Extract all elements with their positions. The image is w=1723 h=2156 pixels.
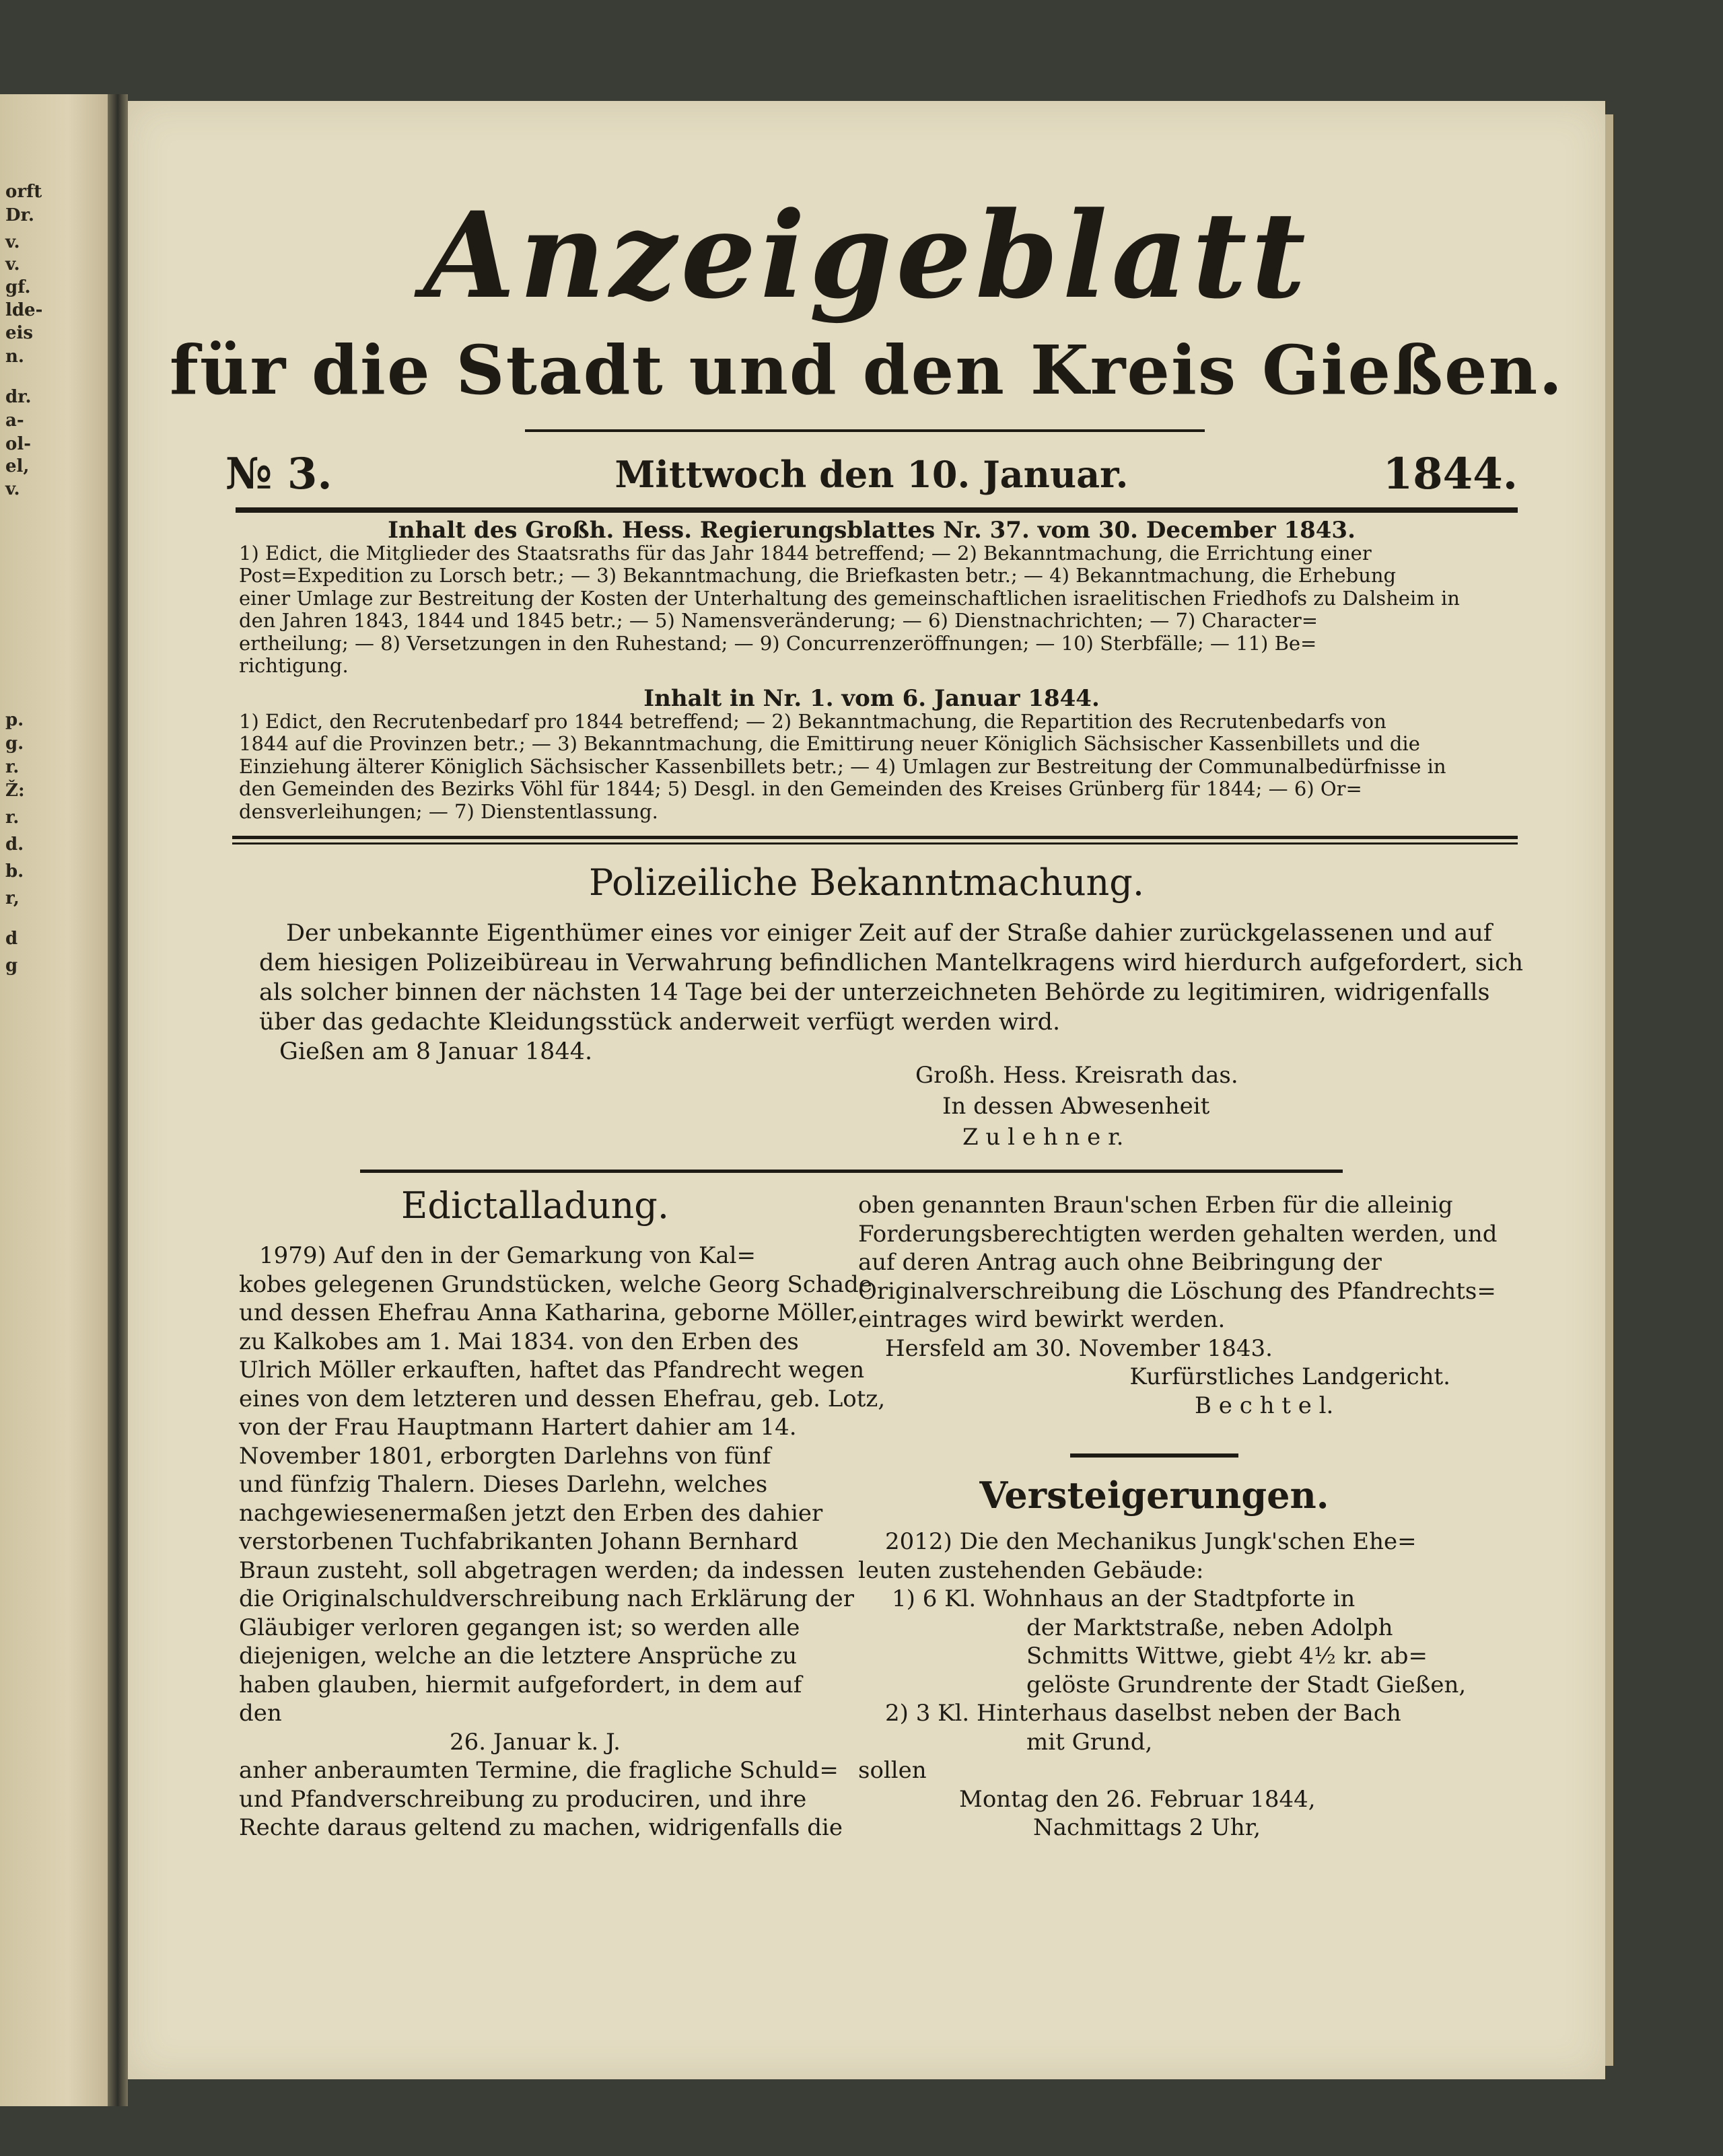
toc-line: den Gemeinden des Bezirks Vöhl für 1844; 5) Desgl. in den Gemeinden des Kreises Grünberg für 1844; — 6) Or= bbox=[239, 777, 1362, 800]
masthead-title: Anzeigeblatt bbox=[423, 186, 1310, 325]
left-page-fragment: gf. bbox=[5, 277, 31, 297]
left-page-fragment: g bbox=[5, 956, 18, 976]
police-line: als solcher binnen der nächsten 14 Tage bei der unterzeichneten Behörde zu legitimiren, widrigenfalls bbox=[259, 979, 1490, 1006]
left-page-fragment: eis bbox=[5, 323, 34, 343]
toc-body-1 bbox=[239, 542, 1504, 678]
issue-year: 1844. bbox=[1382, 449, 1518, 499]
edict-line: eines von dem letzteren und dessen Ehefrau, geb. Lotz, bbox=[239, 1385, 886, 1412]
issue-date: Mittwoch den 10. Januar. bbox=[614, 453, 1129, 496]
toc-heading-2: Inhalt in Nr. 1. vom 6. Januar 1844. bbox=[643, 685, 1100, 712]
signature-line: Großh. Hess. Kreisrath das. bbox=[915, 1062, 1238, 1089]
left-page-fragment: v. bbox=[5, 254, 20, 275]
toc-heading-1: Inhalt des Großh. Hess. Regierungsblattes Nr. 37. vom 30. December 1843. bbox=[388, 517, 1356, 544]
edict-line: Braun zusteht, soll abgetragen werden; da indessen bbox=[239, 1556, 845, 1584]
page-edge bbox=[1605, 114, 1613, 2066]
auction-title: Versteigerungen. bbox=[979, 1474, 1329, 1517]
left-page-fragment: ol- bbox=[5, 434, 32, 454]
toc-line: ertheilung; — 8) Versetzungen in den Ruhestand; — 9) Concurrenzeröffnungen; — 10) Sterbfälle; — 11) Be= bbox=[239, 631, 1317, 655]
police-signature bbox=[915, 1060, 1386, 1153]
auction-time: Nachmittags 2 Uhr, bbox=[1033, 1814, 1261, 1841]
toc-rule-a bbox=[232, 836, 1518, 839]
toc-block-2 bbox=[239, 685, 1504, 823]
issue-number: № 3. bbox=[225, 449, 332, 499]
left-page-fragment: v. bbox=[5, 479, 20, 499]
edict-date-line: 26. Januar k. J. bbox=[450, 1728, 621, 1756]
edict-body-left bbox=[239, 1242, 886, 1842]
police-place-date: Gießen am 8 Januar 1844. bbox=[279, 1038, 593, 1065]
auction-line: gelöste Grundrente der Stadt Gießen, bbox=[1026, 1671, 1467, 1698]
edict-line: Forderungsberechtigten werden gehalten werden, und bbox=[858, 1220, 1498, 1248]
police-title: Polizeiliche Bekanntmachung. bbox=[588, 861, 1145, 904]
police-line: dem hiesigen Polizeibüreau in Verwahrung befindlichen Mantelkragens wird hierdurch aufgefordert, sich bbox=[259, 949, 1524, 976]
edict-line: nachgewiesenermaßen jetzt den Erben des dahier bbox=[239, 1499, 823, 1527]
signature-name: Z u l e h n e r. bbox=[962, 1124, 1124, 1151]
left-page-fragment: n. bbox=[5, 347, 24, 367]
toc-line: densverleihungen; — 7) Dienstentlassung. bbox=[239, 799, 658, 823]
toc-line: den Jahren 1843, 1844 und 1845 betr.; — 5) Namensveränderung; — 6) Dienstnachrichten; — 7) Character= bbox=[239, 609, 1318, 632]
edict-body-right bbox=[858, 1191, 1498, 1420]
edict-line: Originalverschreibung die Löschung des Pfandrechts= bbox=[858, 1277, 1496, 1305]
left-page-fragment: Dr. bbox=[5, 205, 34, 225]
header-thick-rule bbox=[236, 507, 1518, 513]
newspaper-page bbox=[128, 101, 1605, 2079]
left-page-fragment: dr. bbox=[5, 387, 32, 407]
edict-line: Rechte daraus geltend zu machen, widrigenfalls die bbox=[239, 1814, 843, 1841]
edict-line: eintrages wird bewirkt werden. bbox=[858, 1306, 1226, 1333]
left-page-fragment: r. bbox=[5, 757, 20, 777]
auction-sollen: sollen bbox=[858, 1757, 927, 1784]
edict-line: Gläubiger verloren gegangen ist; so werden alle bbox=[239, 1614, 800, 1641]
edict-line: Ulrich Möller erkauften, haftet das Pfandrecht wegen bbox=[239, 1357, 865, 1384]
left-page-fragment: a- bbox=[5, 410, 24, 431]
left-page-fragment: b. bbox=[5, 861, 24, 882]
edict-line: kobes gelegenen Grundstücken, welche Georg Schade bbox=[239, 1270, 872, 1298]
left-page-fragment: orft bbox=[5, 182, 42, 202]
toc-rule-b bbox=[232, 842, 1518, 845]
left-page-fragment: p. bbox=[5, 710, 24, 730]
issue-line bbox=[225, 444, 1518, 505]
toc-line: Post=Expedition zu Lorsch betr.; — 3) Bekanntmachung, die Briefkasten betr.; — 4) Bekanntmachung, die Erhebung bbox=[239, 564, 1397, 587]
auction-item-1: 1) 6 Kl. Wohnhaus an der Stadtpforte in bbox=[892, 1585, 1356, 1612]
auction-date: Montag den 26. Februar 1844, bbox=[959, 1785, 1316, 1813]
auction-line: 2012) Die den Mechanikus Jungk'schen Ehe= bbox=[885, 1528, 1417, 1555]
edict-line: zu Kalkobes am 1. Mai 1834. von den Erben des bbox=[239, 1328, 799, 1355]
police-rule bbox=[360, 1170, 1343, 1173]
edict-line: und dessen Ehefrau Anna Katharina, geborne Möller, bbox=[239, 1299, 859, 1326]
auction-line: Schmitts Wittwe, giebt 4½ kr. ab= bbox=[1026, 1643, 1428, 1669]
toc-block-1 bbox=[239, 519, 1504, 678]
edict-line: November 1801, erborgten Darlehns von fünf bbox=[239, 1442, 771, 1470]
edict-signature-name: B e c h t e l. bbox=[1195, 1392, 1334, 1419]
edict-line: anher anberaumten Termine, die fragliche Schuld= bbox=[239, 1757, 839, 1784]
left-page-fragment: g. bbox=[5, 733, 24, 754]
edict-line: von der Frau Hauptmann Hartert dahier am 14. bbox=[239, 1414, 797, 1441]
auction-item-2: 2) 3 Kl. Hinterhaus daselbst neben der Bach bbox=[885, 1700, 1401, 1727]
toc-line: 1) Edict, die Mitglieder des Staatsraths für das Jahr 1844 betreffend; — 2) Bekanntmachung, die Errichtung einer bbox=[239, 541, 1372, 565]
left-page-fragment: v. bbox=[5, 232, 20, 252]
auction-body bbox=[858, 1528, 1467, 1842]
left-page-fragment: d bbox=[5, 929, 18, 949]
edict-line: verstorbenen Tuchfabrikanten Johann Bernhard bbox=[239, 1528, 798, 1555]
edict-title: Edictalladung. bbox=[401, 1184, 669, 1227]
masthead-subtitle: für die Stadt und den Kreis Gießen. bbox=[169, 330, 1564, 410]
edict-rule bbox=[1070, 1453, 1238, 1458]
left-page-fragment: el, bbox=[5, 456, 30, 476]
edict-place-date: Hersfeld am 30. November 1843. bbox=[885, 1334, 1273, 1362]
edict-line: den bbox=[239, 1700, 282, 1727]
edict-line: und Pfandverschreibung zu produciren, und ihre bbox=[239, 1785, 807, 1813]
edict-line: die Originalschuldverschreibung nach Erklärung der bbox=[239, 1585, 855, 1612]
toc-body-2 bbox=[239, 711, 1504, 824]
left-page-fragment: d. bbox=[5, 834, 24, 855]
left-page-fragment: r, bbox=[5, 888, 20, 908]
edict-line: haben glauben, hiermit aufgefordert, in dem auf bbox=[239, 1671, 802, 1698]
toc-line: Einziehung älterer Königlich Sächsischer Kassenbillets betr.; — 4) Umlagen zur Bestreitung der Communalbedürfnisse in bbox=[239, 754, 1446, 778]
left-page-fragment: r. bbox=[5, 807, 20, 828]
toc-line: 1844 auf die Provinzen betr.; — 3) Bekanntmachung, die Emittirung neuer Königlich Sächsischer Kassenbillets und die bbox=[239, 732, 1420, 755]
signature-line: In dessen Abwesenheit bbox=[942, 1093, 1210, 1120]
toc-line: 1) Edict, den Recrutenbedarf pro 1844 betreffend; — 2) Bekanntmachung, die Repartition des Recrutenbedarfs von bbox=[239, 709, 1386, 733]
toc-line: einer Umlage zur Bestreitung der Kosten der Unterhaltung des gemeinschaftlichen israelitischen Friedhofs zu Dalsheim in bbox=[239, 586, 1460, 610]
toc-line: richtigung. bbox=[239, 654, 349, 677]
left-page-edge bbox=[0, 94, 113, 2106]
masthead-rule bbox=[525, 429, 1205, 432]
edict-line: oben genannten Braun'schen Erben für die alleinig bbox=[858, 1192, 1453, 1219]
auction-line: der Marktstraße, neben Adolph bbox=[1026, 1614, 1393, 1641]
edict-line: 1979) Auf den in der Gemarkung von Kal= bbox=[259, 1242, 756, 1269]
auction-line: mit Grund, bbox=[1026, 1728, 1153, 1756]
book-gutter bbox=[108, 94, 128, 2106]
edict-line: auf deren Antrag auch ohne Beibringung der bbox=[858, 1249, 1382, 1276]
edict-line: diejenigen, welche an die letztere Ansprüche zu bbox=[239, 1643, 798, 1669]
police-body bbox=[259, 919, 1524, 1067]
police-line: über das gedachte Kleidungsstück anderweit verfügt werden wird. bbox=[259, 1009, 1061, 1036]
edict-signature-line: Kurfürstliches Landgericht. bbox=[1129, 1363, 1450, 1390]
left-page-fragment: lde- bbox=[5, 300, 43, 320]
left-page-fragment: Ž: bbox=[5, 781, 25, 801]
auction-line: leuten zustehenden Gebäude: bbox=[858, 1556, 1204, 1584]
edict-line: und fünfzig Thalern. Dieses Darlehn, welches bbox=[239, 1471, 768, 1498]
police-line: Der unbekannte Eigenthümer eines vor einiger Zeit auf der Straße dahier zurückgelassenen und auf bbox=[286, 920, 1492, 947]
